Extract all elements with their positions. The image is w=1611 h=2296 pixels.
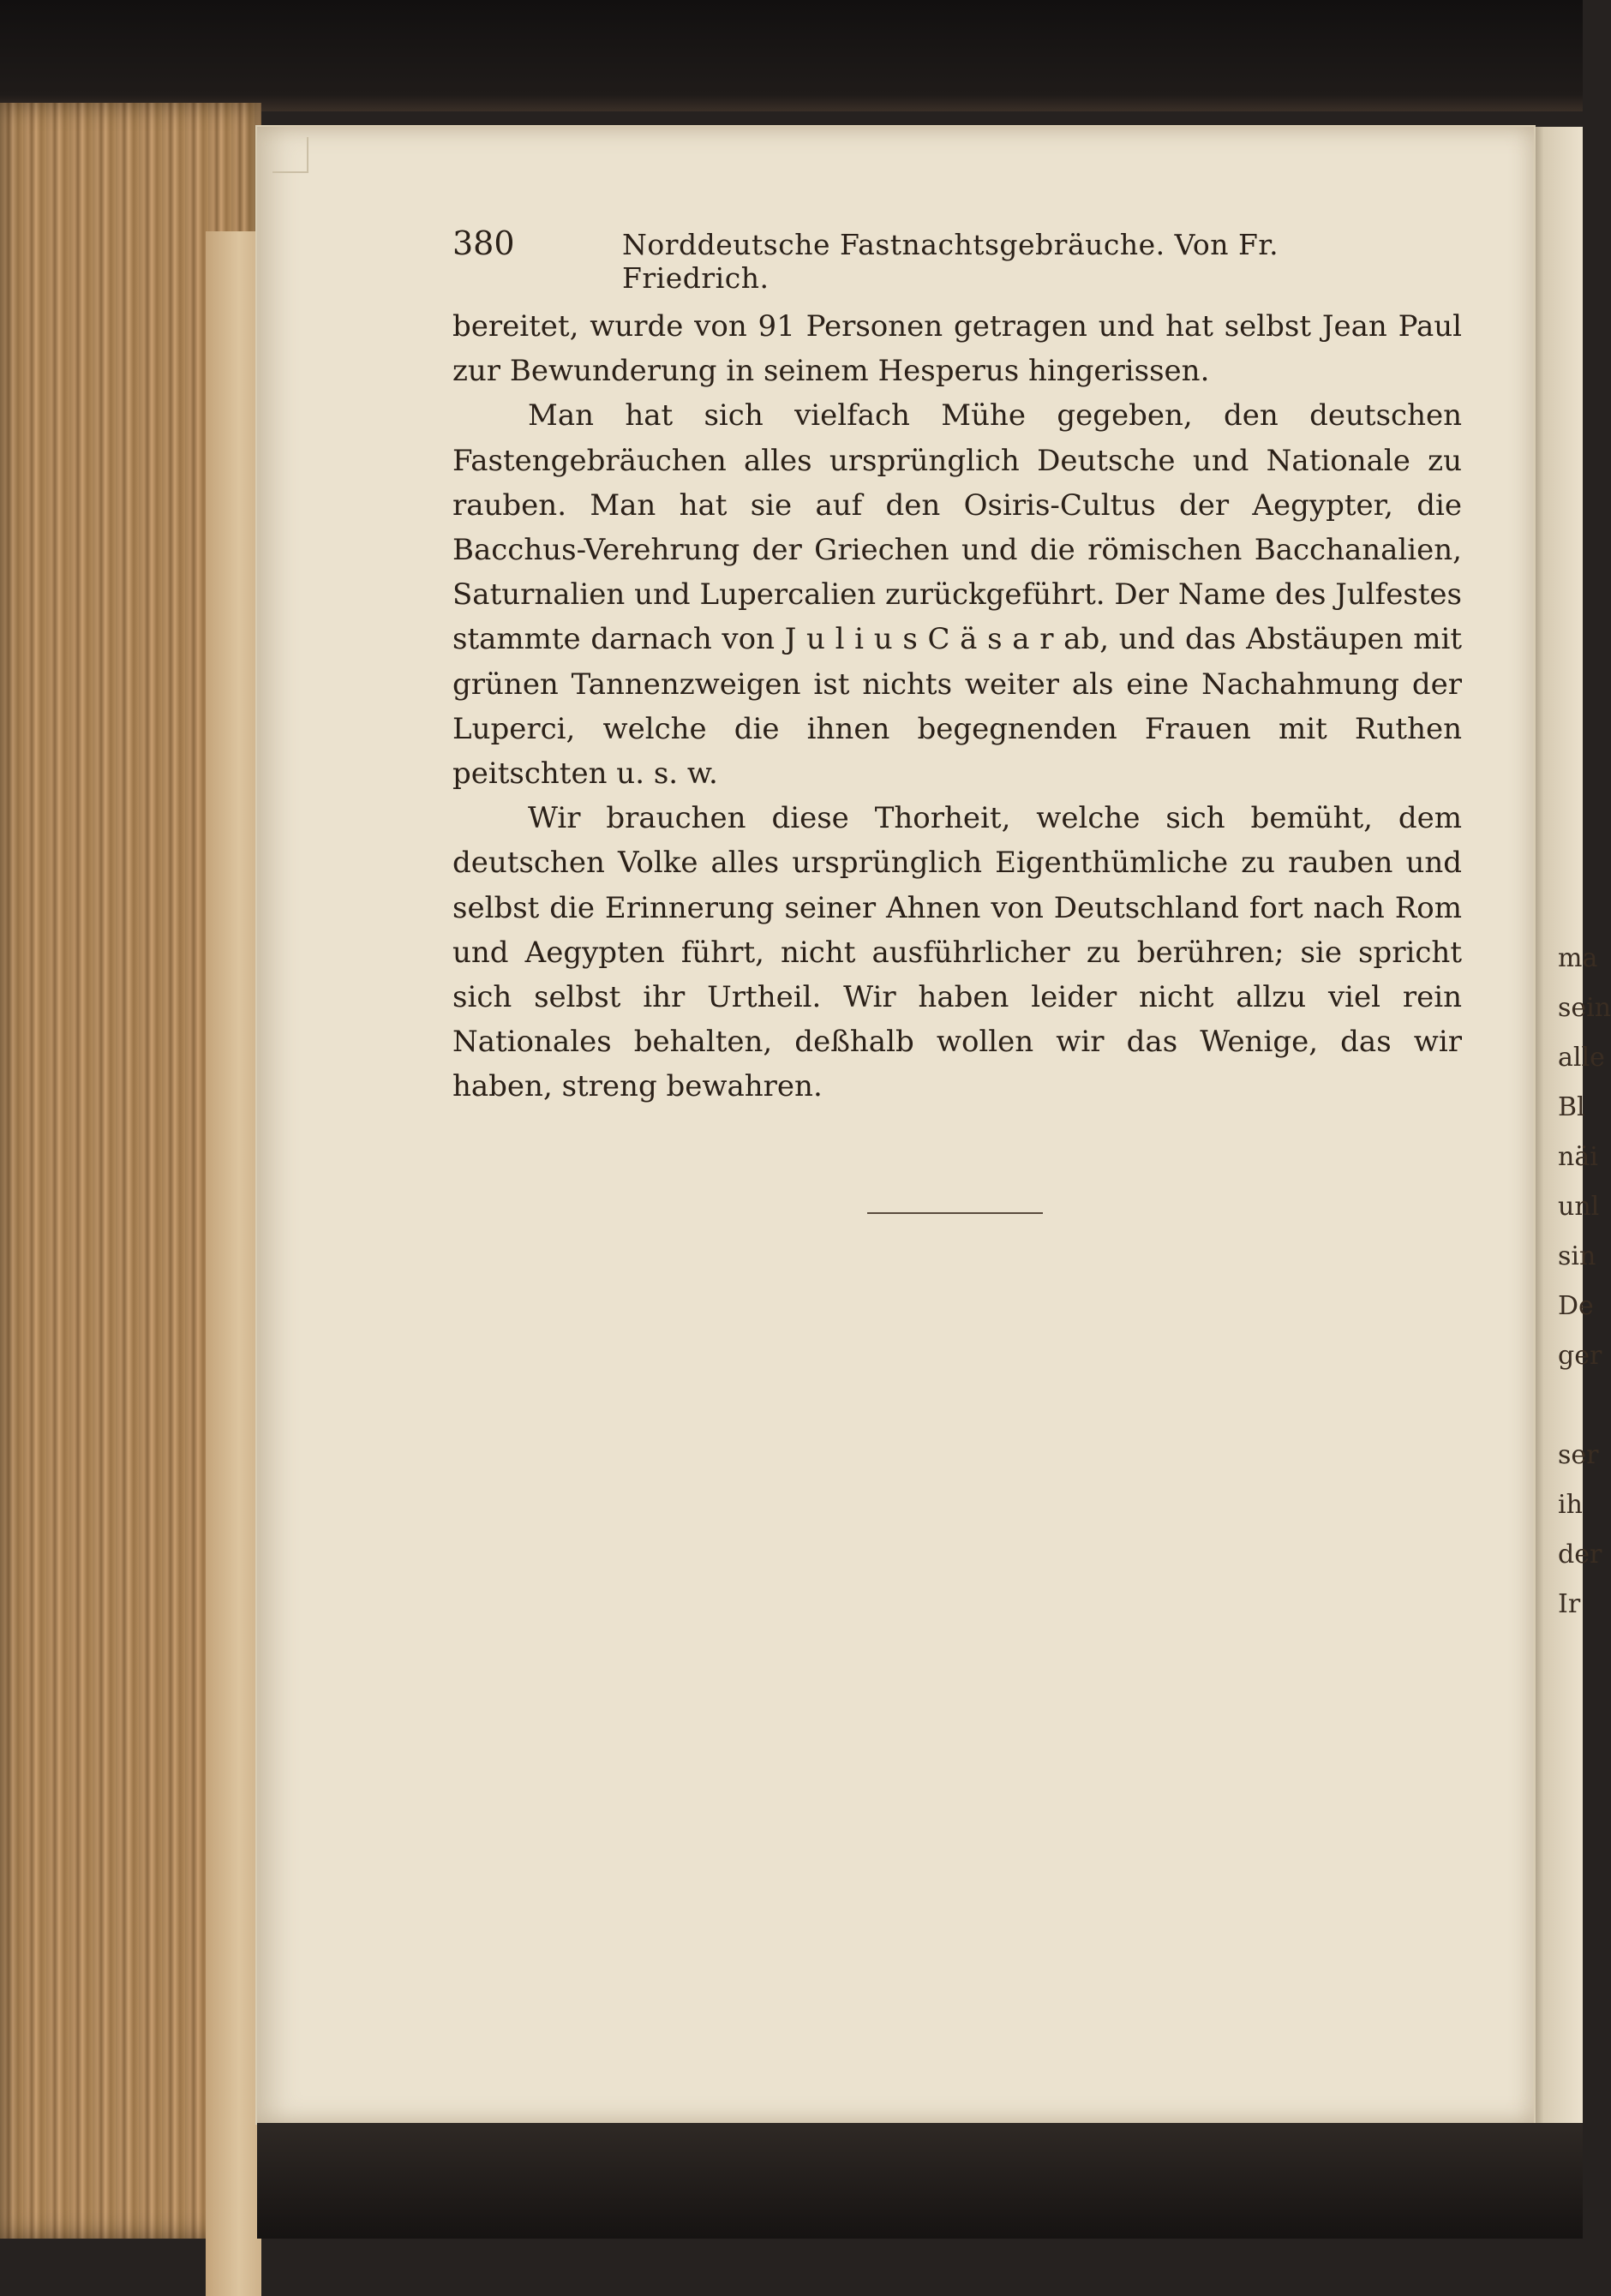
background-shadow bbox=[0, 0, 1583, 111]
facing-fragment: ser bbox=[1558, 1440, 1599, 1470]
facing-fragment bbox=[1558, 1381, 1583, 1431]
paragraph: Man hat sich vielfach Mühe gegeben, den deutschen Fastengebräuchen alles ursprünglich Deutsche und Nationale zu rauben. Man hat sie auf den Osiris-Cultus der Aegypter, die Bacchus-Verehrung der Griechen und die römischen Bacchanalien, Saturnalien und Lupercalien zurückgeführt. Der Name des Julfestes stammte darnach von J u l i u s C ä s a r ab, und das Abstäupen mit grünen Tannenzweigen ist nichts weiter als eine Nachahmung der Luperci, welche die ihnen begegnenden Frauen mit Ruthen peitschten u. s. w. bbox=[452, 398, 1462, 792]
section-end-rule bbox=[867, 1212, 1043, 1214]
facing-fragment: ih bbox=[1558, 1490, 1583, 1520]
facing-fragment: ma bbox=[1558, 943, 1598, 973]
page-header bbox=[452, 224, 1309, 295]
running-title: Norddeutsche Fastnachtsgebräuche. Von Fr. Friedrich. bbox=[622, 228, 1279, 295]
facing-fragment: Bl bbox=[1558, 1092, 1585, 1122]
facing-fragment: ger bbox=[1558, 1341, 1602, 1371]
background-shadow-bottom bbox=[257, 2123, 1583, 2239]
page-edges bbox=[0, 103, 261, 2239]
facing-fragment: Ir bbox=[1558, 1589, 1581, 1619]
page-number: 380 bbox=[452, 224, 515, 262]
facing-fragment: der bbox=[1558, 1540, 1602, 1570]
facing-fragment: sin bbox=[1558, 1241, 1596, 1271]
paragraph: bereitet, wurde von 91 Personen getragen und hat selbst Jean Paul zur Bewunderung in seinem Hesperus hingerissen. bbox=[452, 309, 1462, 389]
facing-fragment: näi bbox=[1558, 1142, 1598, 1172]
facing-fragment: alle bbox=[1558, 1043, 1605, 1073]
facing-fragment: sein bbox=[1558, 993, 1611, 1023]
facing-fragment: unl bbox=[1558, 1192, 1600, 1222]
facing-page-fragments bbox=[1558, 934, 1611, 1629]
paragraph: Wir brauchen diese Thorheit, welche sich bemüht, dem deutschen Volke alles ursprünglich Eigenthümliche zu rauben und selbst die Erinnerung seiner Ahnen von Deutschland fort nach Rom und Aegypten führt, nicht ausführlicher zu berühren; sie spricht sich selbst ihr Urtheil. Wir haben leider nicht allzu viel rein Nationales behalten, deßhalb wollen wir das Wenige, das wir haben, streng bewahren. bbox=[452, 801, 1462, 1104]
page-corner-mark bbox=[272, 137, 308, 173]
body-text bbox=[452, 304, 1462, 1109]
facing-fragment: De bbox=[1558, 1291, 1594, 1321]
page-edges-inner bbox=[206, 231, 261, 2296]
